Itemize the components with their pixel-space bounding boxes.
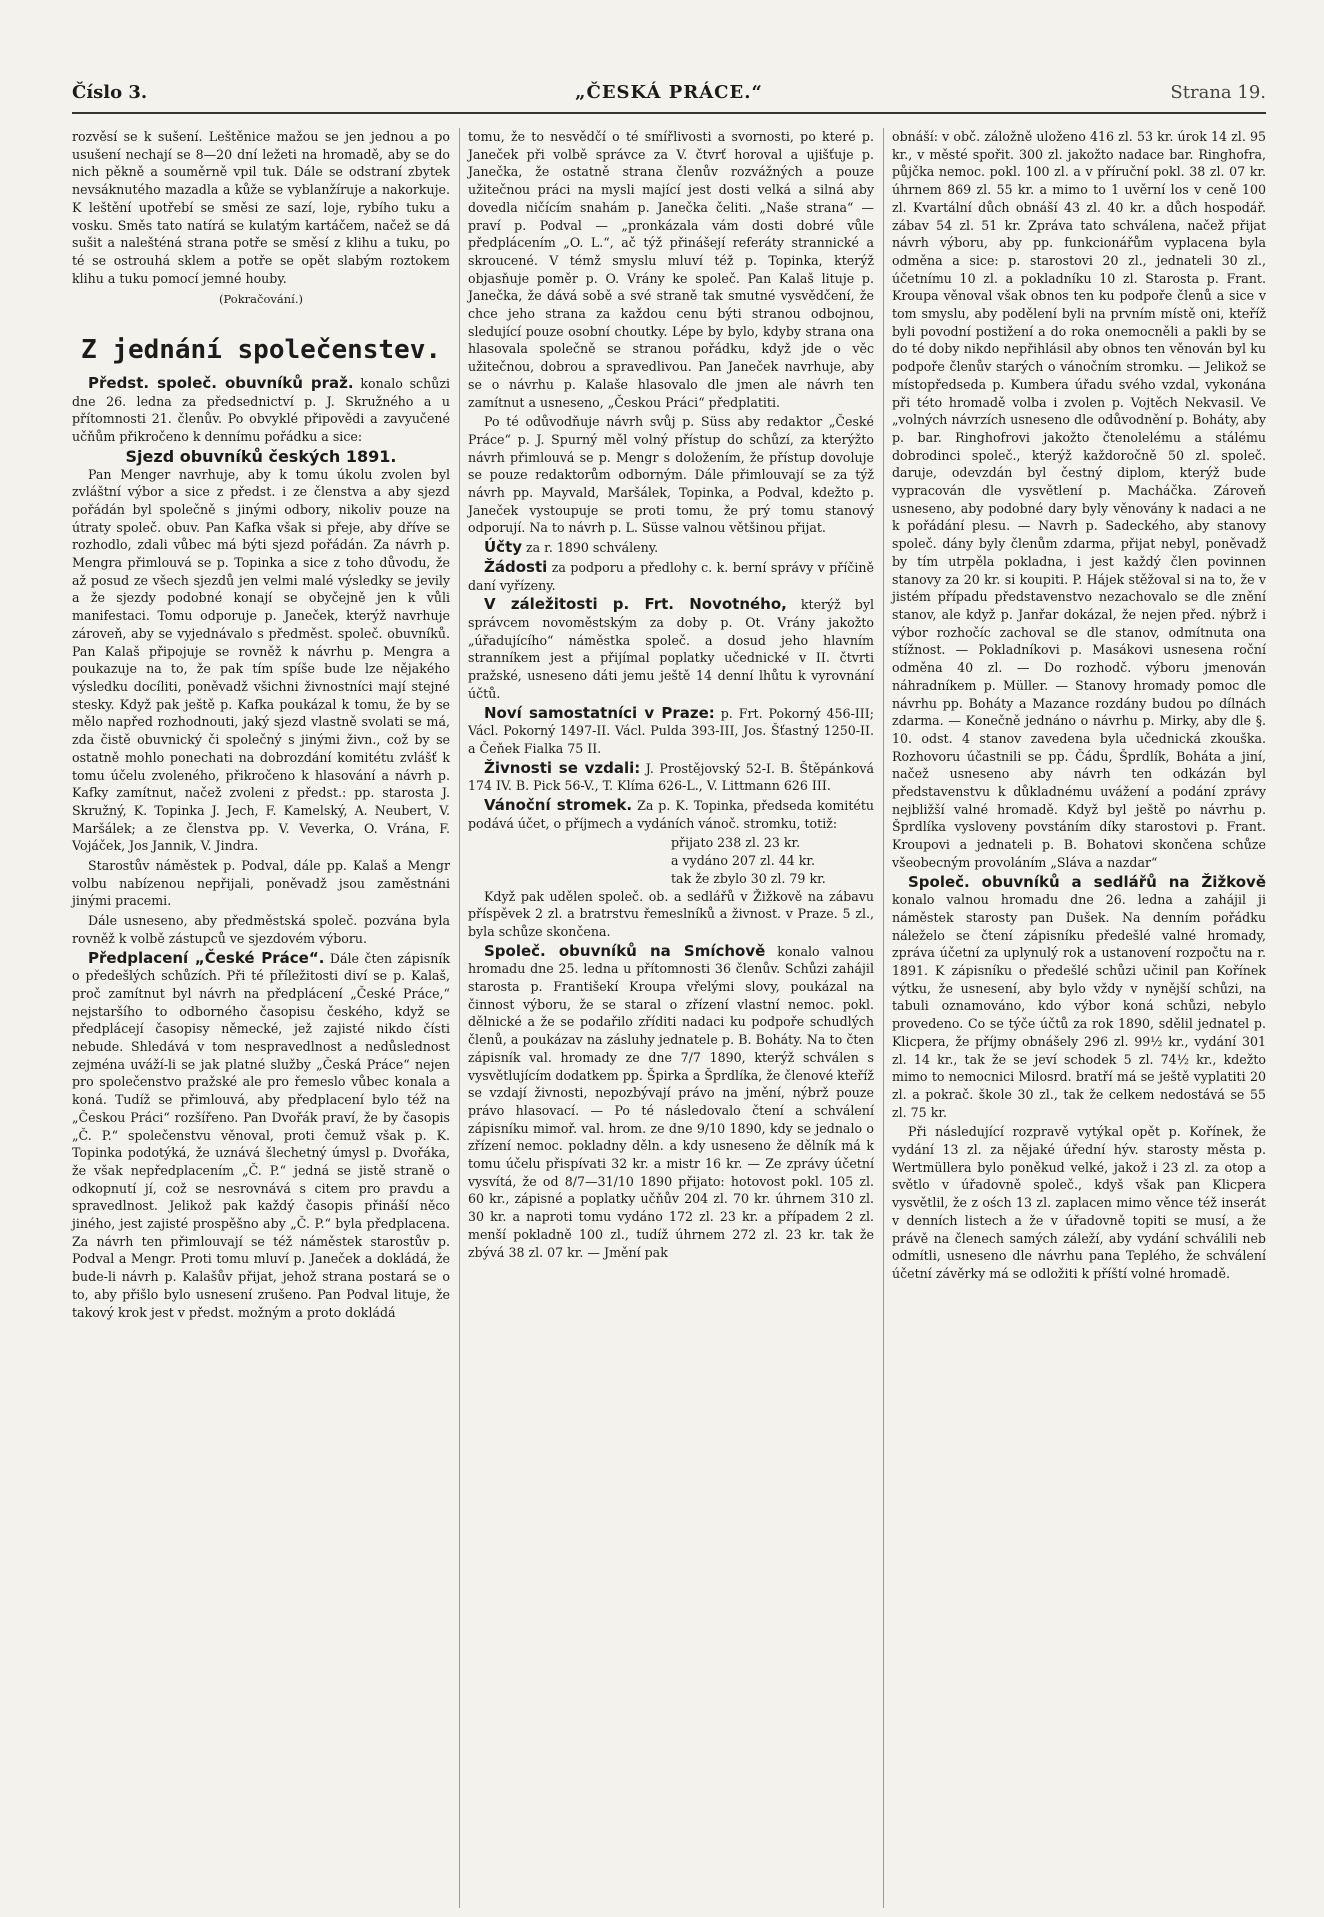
- column-3: [892, 128, 1266, 1285]
- paragraph-lead: Předst. společ. obuvníků praž.: [88, 374, 354, 393]
- section-title: Z jednání společenstev.: [80, 335, 442, 366]
- paragraph: Pan Menger navrhuje, aby k tomu úkolu zvolen byl zvláštní výbor a sice z předst. i ze členstva a aby sjezd pořádán byl společně s jinými odbory, nikoliv pouze na útraty společ. obuv. Pan Kafka však si přeje, aby dříve se rozhodlo, zdali vůbec má býti sjezd pořádán. Za návrh p. Mengra přimlouvá se p. Topinka a sice z toho důvodu, že až posud ze všech sjezdů jen velmi malé výsledky se jevily a že sjezdy podobné konají se obyčejně jen k vůli manifestaci. Tomu odporuje p. Janeček, kterýž navrhuje zároveň, aby se vyjednávalo s předměst. společ. obuvníků. Pan Kalaš připojuje se rovněž k návrhu p. Mengra a poukazuje na to, že pak tím spíše bude lze nějakého výsledku docíliti, poněvadž všichni živnostníci mají stejné stesky. Když pak ještě p. Kafka poukázal k tomu, že by se mělo napřed rozhodnouti, jaký sjezd vlastně svolati se má, zda čistě obuvnický či společný s jinými živn., což by se ostatně mohlo ponechati na dobrozdání komitétu zvlášť k tomu účelu zvoleného, přikročeno k hlasování a návrh p. Kafky zamítnut, načež zvoleni z předst.: pp. starosta J. Skružný, K. Topinka J. Jech, F. Kamelský, A. Neubert, V. Maršálek; a ze členstva pp. V. Veverka, O. Vrána, F. Vojáček, Jos Jannik, V. Jindra.: [72, 466, 450, 854]
- account-line: a vydáno 207 zl. 44 kr.: [671, 853, 816, 869]
- paragraph: Účty za r. 1890 schváleny.: [484, 538, 659, 557]
- paragraph-lead: Společ. obuvníků a sedlářů na Žižkově: [908, 872, 1266, 891]
- continuation-note: (Pokračování.): [219, 292, 303, 307]
- paragraph: Při následující rozpravě vytýkal opět p. Kořínek, že vydání 13 zl. za nějaké úřední hýv. starosty města p. Wertmüllera bylo poněkud velké, jakož i 23 zl. za otop a světlo v úřadovně společ., kdyš však pan Klicpera vysvětlil, že z ośch 13 zl. zaplacen mimo věnce též inserát v denních listech a že v úřadovně topiti se musí, a že právě na členech samých záleží, aby vydání schválili neb odmítli, usneseno dle návrhu pana Teplého, že schválení účetní závěrky má se odložiti k příští volné hromadě.: [892, 1124, 1266, 1281]
- paragraph: rozvěsí se k sušení. Leštěnice mažou se jen jednou a po usušení nechají se 8—20 dní ležeti na hromadě, aby se do nich pěkně a souměrně vpil tuk. Dále se odstraní zbytek nevsáknutého mazadla a kůže se vyblanžíruje a nakorkuje. K leštění upotřebí se směsi ze sazí, loje, rybího tuku a vosku. Směs tato natírá se kulatým kartáčem, načež se dá sušit a nalešténá strana potře se směsí z klihu a tuku, po té se ostrouhá sklem a potře se opět slabým roztokem klihu a tuku pomocí jemné houby.: [72, 129, 450, 286]
- subheading: Sjezd obuvníků českých 1891.: [125, 446, 397, 466]
- column-divider: [459, 128, 460, 1908]
- paragraph: Vánoční stromek. Za p. K. Topinka, předseda komitétu podává účet, o příjmech a vydáních vánoč. stromku, totiž:: [468, 796, 874, 831]
- paragraph: Dále usneseno, aby předměstská společ. pozvána byla rovněž k volbě zástupců ve sjezdovém výboru.: [72, 913, 450, 946]
- paragraph: Předplacení „České Práce“. Dále čten zápisník o předešlých schůzích. Při té příležitosti diví se p. Kalaš, proč zamítnut byl návrh na předplácení „České Práce,“ nejstaršího to odborného časopisu českého, když se předplácejí časopisy německé, jež zajisté nikdo čísti nebude. Shledává v tom nespravedlnost a nedůslednost zejména uváží-li se jak platné služby „Česká Práce“ nejen pro společenstvo pražské ale pro řemeslo vůbec konala a koná. Tudíž se přimlouvá, aby předplacení bylo též na „Českou Práci“ rozšířeno. Pan Dvořák praví, že by časopis „Č. P.“ společenstvu věnoval, proti čemuž však p. K. Topinka podotýká, že uznává šlechetný úmysl p. Dvořáka, že však nepředplacením „Č. P.“ jedná se jistě straně o odkopnutí jí, což se nesrovnává s citem pro pravdu a spravedlnost. Jelikož pak každý časopis přináší něco jiného, jest zajisté prospěšno aby „Č. P.“ byla předplacena. Za návrh ten přimlouvají se též náměstek starostův p. Podval a Mengr. Proti tomu mluví p. Janeček a dokládá, že bude-li návrh p. Kalašův přijat, jehož strana postará se o to, aby přišlo bylo usnesení zrušeno. Pan Podval lituje, že takový krok jest v předst. možným a proto dokládá: [72, 948, 450, 1320]
- paragraph-lead: Noví samostatníci v Praze:: [484, 703, 715, 722]
- account-line: přijato 238 zl. 23 kr.: [671, 835, 801, 851]
- paragraph-lead: V záležitosti p. Frt. Novotného,: [484, 595, 787, 614]
- page-number: Strana 19.: [1170, 82, 1266, 103]
- account-line: tak že zbylo 30 zl. 79 kr.: [671, 870, 826, 886]
- paragraph: obnáší: v obč. záložně uloženo 416 zl. 53 kr. úrok 14 zl. 95 kr., v městé spořit. 300 zl. jakožto nadace bar. Ringhofra, půjčka nemoc. pokl. 100 zl. a v příruční pokl. 38 zl. 07 kr. úhrnem 869 zl. 55 kr. a mimo to 1 uvěrní los v ceně 100 zl. Kvartální důch obnáší 43 zl. 40 kr. a důch hospodář. zábav 54 zl. 51 kr. Zpráva tato schválena, načež přijat návrh výboru, aby pp. funkcionářům vyplacena byla odměna a sice: p. starostovi 20 zl., jednateli 30 zl., účetnímu 10 zl. a pokladníku 10 zl. Starosta p. Frant. Kroupa věnoval však obnos ten ku podpoře členů a sice v tom smyslu, aby podělení byli na prvním místě oni, kteříž byli povodní postižení a do roka onemocněli a pakli by se do té doby nikdo nepřihlásil aby obnos ten věnován byl ku podpoře členův starých o vánočním stromku. — Jelikož se místopředseda p. Kumbera úřadu svého vzdal, vykonána při této hromadě volba i zvolen p. Vojtěch Nekvasil. Ve „volných návrzích usneseno dle odůvodnění p. Boháty, aby p. bar. Ringhofrovi jakožto čtenolelému a stálému dobrodinci společ., kterýž každoročně 50 zl. společ. daruje, odevzdán byl čestný diplom, kterýž bude vypracován dle vysvětlení p. Macháčka. Zároveň usneseno, aby podobné dary byly věnovány k nadaci a ne k pořádání plesu. — Navrh p. Sadeckého, aby stanovy společ. dány byly členům zdarma, přijat nebyl, poněvadž by tím utrpěla pokladna, i jest každý člen povinnen stanovy za 20 kr. si koupiti. P. Hájek stěžoval si na to, že v jistém případu představenstvo nezachovalo se dle znění stanov, ale když p. Janřar dokázal, že nejen před. nýbrž i výbor rozhočíc zachoval se dle stanov, odmítnuta ona stížnost. — Pokladníkovi p. Masákovi usnesena roční odměna 40 zl. — Do rozhodč. výboru jmenován náhradníkem p. Müller. — Stanovy hromady pomoc dle návrhu pp. Boháty a Mazance rozdány budou po dílnách zdarma. — Konečně jednáno o návrhu p. Mirky, aby dle §. 10. odst. 4 stanov zavedena byla učednická zkouška. Rozhovoru účastnili se pp. Čádu, Šprdlík, Boháta a jiní, načež usneseno aby návrh ten odkázán byl představenstvu k důkladnému uvážení a podání zprávy nejbližší valné hromadě. Když byl ještě po návrhu p. Šprdlíka vysloveny povstáním díky starostovi p. Frant. Kroupovi a jednateli p. B. Bohatovi skončena schůze všeobecným provoláním „Sláva a nazdar“: [892, 129, 1266, 870]
- paragraph-lead: Předplacení „České Práce“.: [88, 948, 325, 967]
- paragraph-lead: Společ. obuvníků na Smíchově: [484, 941, 766, 960]
- paragraph-lead: Účty: [484, 538, 523, 557]
- column-2: [468, 128, 874, 1263]
- paragraph: Po té odůvodňuje návrh svůj p. Süss aby redaktor „České Práce“ p. J. Spurný měl volný přístup do schůzí, za kterýžto návrh přimlouvá se p. Mengr s doložením, že přístup dovoluje se pouze redaktorům odborným. Dále přimlouvají se za týž návrh pp. Mayvald, Maršálek, Topinka, a Podval, kdežto p. Janeček vystoupuje se proti tomu, že prý tomu stanový odporují. Na to návrh p. L. Süsse valnou většinou přijat.: [468, 414, 874, 536]
- newspaper-title: „ČESKÁ PRÁCE.“: [575, 82, 763, 103]
- header-rule: [72, 112, 1266, 114]
- paragraph: Starostův náměstek p. Podval, dále pp. Kalaš a Mengr volbu nabízenou nepřijali, poněvadž jsou zaměstnáni jinými pracemi.: [72, 858, 450, 909]
- paragraph-lead: Živnosti se vzdali:: [484, 758, 641, 777]
- paragraph: Živnosti se vzdali: J. Prostějovský 52-I. B. Štěpánková 174 IV. B. Pick 56-V., T. Klíma 626-L., V. Littmann 626 III.: [468, 758, 874, 794]
- paragraph: V záležitosti p. Frt. Novotného, kterýž byl správcem novoměstským za doby p. Ot. Vrány jakožto „úřadujícího“ náměstka společ. a dosud jeho hlavním stranníkem jest a přijímal poplatky učednické v II. čtvrti pražské, usneseno dáti jemu ještě 14 denní lhůtu k vyrovnání účtů.: [468, 595, 874, 701]
- paragraph: Noví samostatníci v Praze: p. Frt. Pokorný 456-III; Václ. Pokorný 1497-II. Václ. Pulda 393-III, Jos. Šťastný 1250-II. a Čeňek Fialka 75 II.: [468, 703, 874, 756]
- column-1: [72, 128, 450, 1323]
- paragraph: Žádosti za podporu a předlohy c. k. berní správy v příčině daní vyřízeny.: [468, 557, 874, 593]
- paragraph: tomu, že to nesvědčí o té smířlivosti a svornosti, po které p. Janeček při volbě správce za V. čtvrť horoval a ujišťuje p. Janečka, že ostatně strana členův rozvážných a pouze užitečnou práci na mysli mající jest dosti velká a silná aby dovedla ničícím snahám p. Janečka čeliti. „Naše strana“ — praví p. Podval — „pronkázala vám dosti dobré vůle předplácením „O. L.“, ač týž přinášejí referáty strannické a skroucené. V témž smyslu mluví též p. Topinka, kterýž objasňuje poměr p. O. Vrány ke společ. Pan Kalaš lituje p. Janečka, že dává sobě a své straně tak smutné vysvědčení, že chce jeho strana za každou cenu býti stranou odbojnou, sledující pouze osobní choutky. Lépe by bylo, kdyby strana ona hlasovala společně se stranou pořádku, když jde o věc užitečnou, dobrou a spravedlivou. Pan Janeček navrhuje, aby se o návrhu p. Kalaše hlasovalo dle jmen ale návrh ten zamítnut a usneseno, „Českou Práci“ předplatiti.: [468, 129, 874, 410]
- paragraph: Když pak udělen společ. ob. a sedlářů v Žižkově na zábavu příspěvek 2 zl. a bratrstvu řemeslníků a živnost. v Praze. 5 zl., byla schůze skončena.: [468, 888, 874, 939]
- column-divider: [883, 128, 884, 1908]
- paragraph: Předst. společ. obuvníků praž. konalo schůzi dne 26. ledna za předsednictví p. J. Skružného a u přítomnosti 21. členův. Po obvyklé připovědi a zavyučené učňům přikročeno k dennímu pořádku a sice:: [72, 374, 450, 445]
- page-header: [72, 82, 1266, 110]
- paragraph: Společ. obuvníků a sedlářů na Žižkově konalo valnou hromadu dne 26. ledna a zahájil ji náměstek starosty pan Dušek. Na denním pořádku náleželo se čtení zápisníku předešlé valné hromady, zpráva účetní za uplynulý rok a ustanovení rozpočtu na r. 1891. K zápisníku o předešlé schůzi učinil pan Kořínek výtku, že usnesení, aby bylo vždy v nynější schůzi, na tabuli oznamováno, kdo výbor koná schůzi, nebylo provedeno. Co se týče účtů za rok 1890, sdělil jednatel p. Klicpera, že příjmy obnášely 296 zl. 99½ kr., vydání 301 zl. 14 kr., tak že se jeví schodek 5 zl. 74½ kr., kdežto mimo to nemocnici Milosrd. bratří má se ještě vyplatiti 20 zl. a pokrač. škole 30 zl., tak že celkem nedostává se 55 zl. 75 kr.: [892, 872, 1266, 1120]
- paragraph-lead: Žádosti: [484, 557, 548, 576]
- issue-number: Číslo 3.: [72, 82, 148, 103]
- paragraph: Společ. obuvníků na Smíchově konalo valnou hromadu dne 25. ledna u přítomnosti 36 členův. Schůzi zahájil starosta p. Františekí Kroupa vřelými slovy, poukázal na činnost výboru, že se staral o zřízení vlastní nemoc. pokl. dělnické a že se podařilo zříditi nadaci ku podpoře schudlých členů, a poukázav na zásluhy jednatele p. B. Boháty. Na to čten zápisník val. hromady ze dne 7/7 1890, kterýž schválen s vysvětlujícím dodatkem pp. Špirka a Šprdlíka, že členové kteříž se vzdají živnosti, nepozbývají právo na jmění, nýbrž pouze právo hlasovací. — Po té následovalo čtení a schválení zápisníku mimoř. val. hrom. ze dne 9/10 1890, kdy se jednalo o zřízení nemoc. pokladny děln. a kdy usneseno že dělník má k tomu účelu přispívati 32 kr. a mistr 16 kr. — Ze zprávy účetní vysvítá, že od 8/7—31/10 1890 přijato: hotovost pokl. 105 zl. 60 kr., zápisné a poplatky učňův 204 zl. 70 kr. úhrnem 310 zl. 30 kr. a naproti tomu vydáno 172 zl. 23 kr. a případem 2 zl. menší pokladně 100 zl., tudíž úhrnem 272 zl. 23 kr. tak že zbývá 38 zl. 07 kr. — Jmění pak: [468, 941, 875, 1260]
- paragraph-lead: Vánoční stromek.: [484, 796, 633, 815]
